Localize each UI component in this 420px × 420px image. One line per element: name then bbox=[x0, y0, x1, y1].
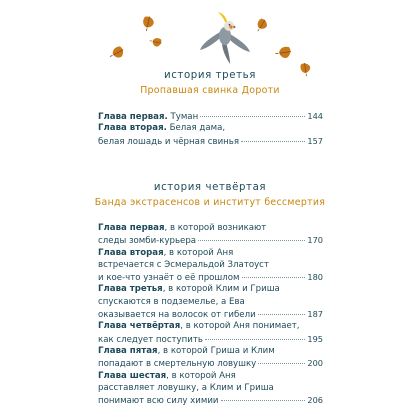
chapter-title: Глава третья bbox=[98, 284, 163, 295]
toc-line bbox=[98, 234, 323, 246]
chapter-title: Глава пятая bbox=[98, 345, 158, 356]
autumn-leaf-icon bbox=[275, 43, 293, 61]
cockatiel-icon bbox=[200, 12, 250, 64]
toc-entry[interactable] bbox=[98, 320, 323, 345]
page-number: 187 bbox=[307, 309, 323, 320]
chapter-title: Глава первая. bbox=[98, 112, 168, 122]
section-subtitle: Банда экстрасенсов и институт бессмертия bbox=[94, 197, 326, 208]
page-number: 195 bbox=[307, 333, 323, 344]
toc-entry[interactable] bbox=[98, 370, 323, 407]
toc-entry[interactable] bbox=[98, 222, 323, 247]
toc-line bbox=[98, 320, 323, 332]
chapter-text: встречается с Эсмеральдой Златоуст bbox=[98, 259, 269, 270]
chapter-text: , в которой Клим и Гриша bbox=[162, 284, 280, 295]
toc-line bbox=[98, 296, 323, 308]
dot-leader bbox=[198, 240, 305, 241]
section-subtitle: Пропавшая свинка Дороти bbox=[140, 85, 280, 96]
toc-line bbox=[98, 394, 323, 406]
chapter-text: оказывается на волосок от гибели bbox=[98, 310, 256, 321]
autumn-leaf-icon bbox=[140, 14, 156, 31]
chapter-text: попадают в смертельную ловушку bbox=[98, 359, 257, 370]
toc-line bbox=[98, 271, 323, 283]
toc-line bbox=[98, 308, 323, 320]
toc-line bbox=[98, 222, 323, 234]
chapter-title: Глава первая bbox=[98, 223, 165, 233]
chapter-text: , в которой Аня bbox=[163, 247, 234, 258]
dot-leader bbox=[258, 363, 305, 364]
autumn-leaf-icon bbox=[110, 44, 125, 60]
chapter-title: Глава шестая bbox=[98, 370, 167, 381]
toc-line bbox=[98, 135, 323, 147]
chapter-title: Глава четвёртая bbox=[98, 321, 181, 332]
page-number: 206 bbox=[307, 395, 323, 406]
chapter-title: Глава вторая bbox=[98, 247, 164, 258]
toc-line bbox=[98, 370, 323, 382]
dot-leader bbox=[200, 116, 305, 117]
toc-entry[interactable] bbox=[98, 247, 323, 284]
dot-leader bbox=[205, 339, 305, 340]
chapter-text: , в которой Аня понимает, bbox=[180, 321, 300, 332]
page-number: 180 bbox=[307, 272, 323, 283]
toc-entry[interactable] bbox=[98, 345, 323, 370]
page-number: 170 bbox=[307, 235, 323, 246]
page-number: 200 bbox=[307, 358, 323, 369]
chapter-text: Туман bbox=[167, 112, 199, 122]
dot-leader bbox=[241, 141, 305, 142]
dot-leader bbox=[258, 314, 306, 315]
toc-line bbox=[98, 122, 323, 134]
toc-line bbox=[98, 345, 323, 357]
autumn-leaf-icon bbox=[150, 35, 164, 48]
toc-entry[interactable] bbox=[98, 110, 323, 122]
chapter-text: расставляет ловушку, а Клим и Гриша bbox=[98, 382, 274, 393]
toc-list bbox=[98, 110, 323, 147]
section-heading: история третья bbox=[164, 70, 256, 81]
section-heading: история четвёртая bbox=[153, 182, 267, 193]
page-number: 157 bbox=[307, 135, 323, 146]
toc-list bbox=[98, 222, 323, 406]
chapter-text: Белая дама, bbox=[166, 123, 226, 134]
chapter-text: , в которой Гриша и Клим bbox=[157, 345, 275, 356]
page-number: 144 bbox=[307, 111, 323, 121]
illustration bbox=[0, 0, 420, 80]
toc-entry[interactable] bbox=[98, 122, 323, 147]
chapter-text: понимают всю силу химии bbox=[98, 396, 219, 407]
chapter-text: белая лошадь и чёрная свинья bbox=[98, 136, 240, 147]
chapter-title: Глава вторая. bbox=[98, 123, 167, 134]
toc-line bbox=[98, 259, 323, 271]
dot-leader bbox=[242, 277, 306, 278]
dot-leader bbox=[221, 400, 306, 401]
chapter-text: , в которой Аня bbox=[166, 370, 236, 381]
chapter-text: и кое-что узнаёт о её прошлом bbox=[98, 273, 240, 284]
autumn-leaf-icon bbox=[256, 18, 268, 31]
chapter-text: спускаются в подземелье, а Ева bbox=[98, 296, 245, 307]
toc-line bbox=[98, 247, 323, 259]
chapter-text: следы зомби-курьера bbox=[98, 236, 197, 247]
toc-line bbox=[98, 110, 323, 122]
toc-line bbox=[98, 333, 323, 345]
toc-line bbox=[98, 283, 323, 295]
toc-entry[interactable] bbox=[98, 283, 323, 320]
toc-line bbox=[98, 382, 323, 394]
chapter-text: как следует поступить bbox=[98, 334, 203, 345]
chapter-text: , в которой возникают bbox=[164, 223, 267, 233]
toc-line bbox=[98, 357, 323, 369]
